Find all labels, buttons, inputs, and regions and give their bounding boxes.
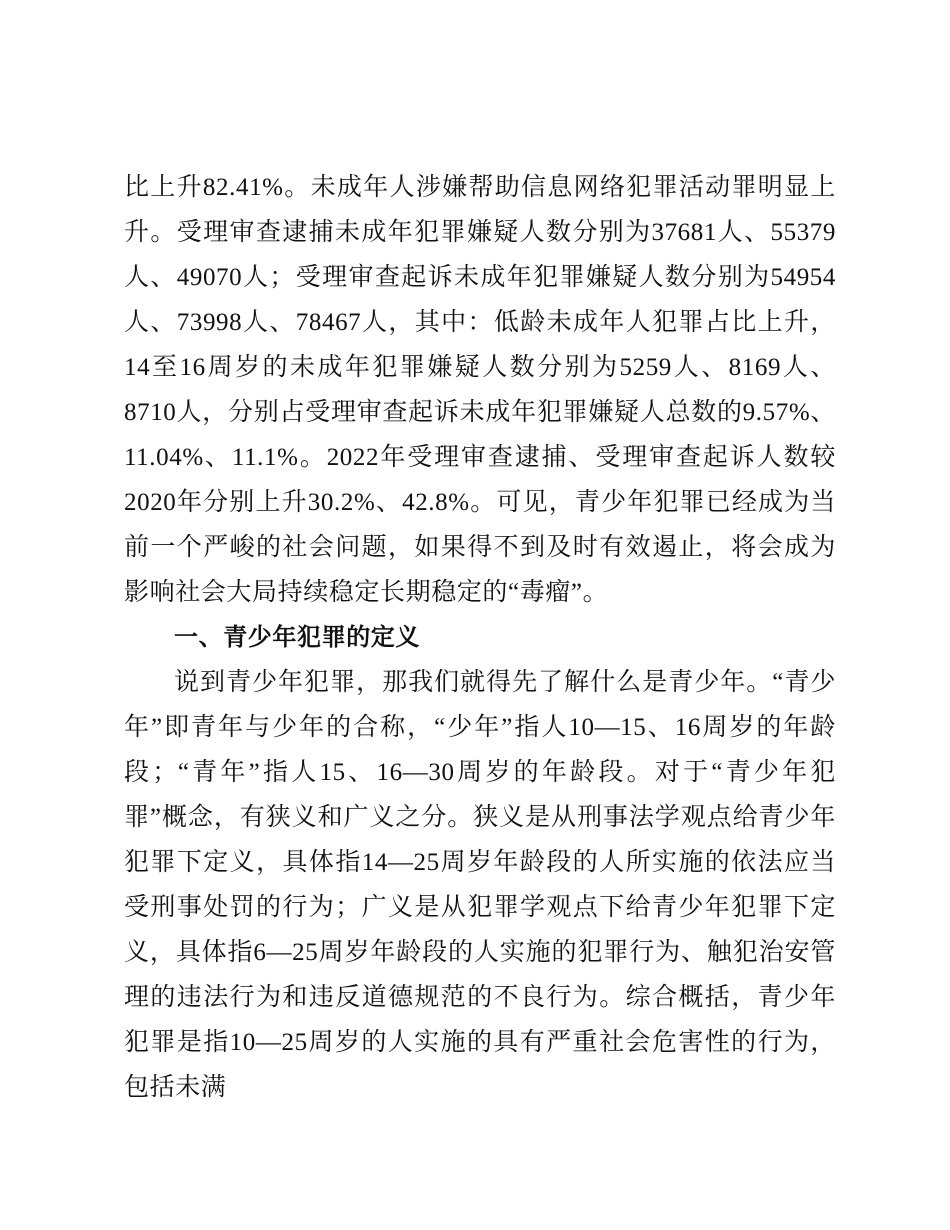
document-body bbox=[124, 165, 836, 1110]
body-paragraph-statistics: 比上升82.41%。未成年人涉嫌帮助信息网络犯罪活动罪明显上升。受理审查逮捕未成年犯罪嫌疑人数分别为37681人、55379人、49070人；受理审查起诉未成年犯罪嫌疑人数分别为54954人、73998人、78467人，其中：低龄未成年人犯罪占比上升，14至16周岁的未成年犯罪嫌疑人数分别为5259人、8169人、8710人，分别占受理审查起诉未成年犯罪嫌疑人总数的9.57%、11.04%、11.1%。2022年受理审查逮捕、受理审查起诉人数较2020年分别上升30.2%、42.8%。可见，青少年犯罪已经成为当前一个严峻的社会问题，如果得不到及时有效遏止，将会成为影响社会大局持续稳定长期稳定的“毒瘤”。 bbox=[124, 174, 836, 606]
section-heading: 一、青少年犯罪的定义 bbox=[174, 623, 420, 651]
body-paragraph-definition: 说到青少年犯罪，那我们就得先了解什么是青少年。“青少年”即青年与少年的合称，“少年”指人10—15、16周岁的年龄段；“青年”指人15、16—30周岁的年龄段。对于“青少年犯罪”概念，有狭义和广义之分。狭义是从刑事法学观点给青少年犯罪下定义，具体指14—25周岁年龄段的人所实施的依法应当受刑事处罚的行为；广义是从犯罪学观点下给青少年犯罪下定义，具体指6—25周岁年龄段的人实施的犯罪行为、触犯治安管理的违法行为和违反道德规范的不良行为。综合概括，青少年犯罪是指10—25周岁的人实施的具有严重社会危害性的行为，包括未满 bbox=[124, 669, 836, 1101]
